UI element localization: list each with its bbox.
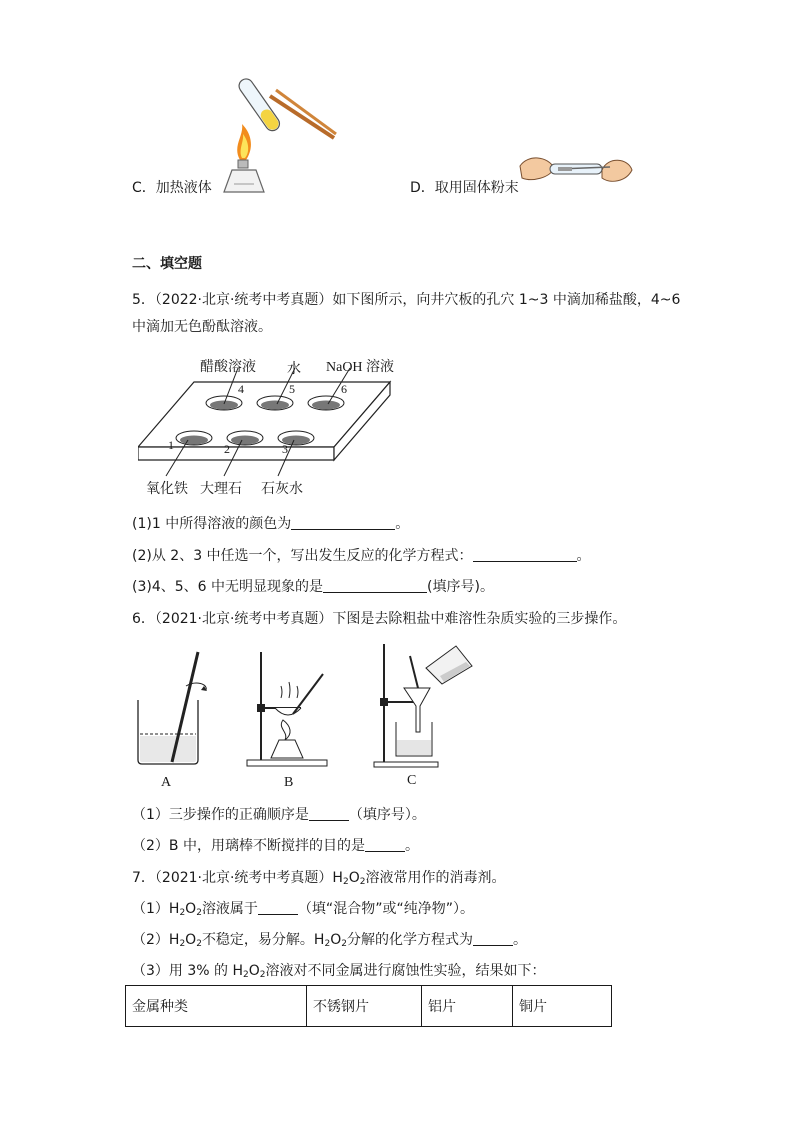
table-header-stainless: 不锈钢片 xyxy=(307,986,422,1027)
q5-stem-line2: 中滴加无色酚酞溶液。 xyxy=(132,319,272,335)
q6-stem: 6．（2021·北京·统考中考真题）下图是去除粗盐中难溶性杂质实验的三步操作。 xyxy=(132,611,627,627)
operation-b-illustration xyxy=(243,650,333,770)
well-number-4: 4 xyxy=(238,382,244,396)
well-number-3: 3 xyxy=(282,442,288,456)
well-number-1: 1 xyxy=(168,438,174,452)
answer-blank-q5-3[interactable] xyxy=(323,578,427,593)
q5-sub3: (3)4、5、6 中无明显现象的是 (填序号)。 xyxy=(132,579,494,595)
well-number-5: 5 xyxy=(289,382,295,396)
label-limewater: 石灰水 xyxy=(261,481,303,497)
label-iron-oxide: 氧化铁 xyxy=(146,481,188,497)
q5-sub1: (1)1 中所得溶液的颜色为 。 xyxy=(132,516,410,532)
well-plate-diagram xyxy=(138,352,398,502)
q6-sub2: （2）B 中，用璃棒不断搅拌的目的是 。 xyxy=(132,838,419,854)
table-header-aluminum: 铝片 xyxy=(422,986,513,1027)
q5-stem-line1: 5．（2022·北京·统考中考真题）如下图所示，向井穴板的孔穴 1~3 中滴加稀盐酸，4~6 xyxy=(132,292,681,308)
operation-c-illustration xyxy=(370,640,480,770)
q5-sub2: (2)从 2、3 中任选一个，写出发生反应的化学方程式： 。 xyxy=(132,548,591,564)
answer-blank-q6-2[interactable] xyxy=(365,837,405,852)
answer-blank-q5-1[interactable] xyxy=(291,515,395,530)
heating-liquid-illustration xyxy=(210,68,340,196)
answer-blank-q6-1[interactable] xyxy=(309,806,349,821)
label-naoh: NaOH 溶液 xyxy=(326,360,395,375)
taking-powder-illustration xyxy=(518,148,634,194)
q7-sub1: $(1)H_2O_2$溶液属于 （填“混合物”或“纯净物”）。 xyxy=(132,901,474,918)
metal-corrosion-table xyxy=(125,985,612,1027)
label-water: 水 xyxy=(287,361,301,377)
answer-blank-q7-1[interactable] xyxy=(258,900,298,915)
table-header-metal-type: 金属种类 xyxy=(126,986,307,1027)
table-header-copper: 铜片 xyxy=(513,986,612,1027)
section-title: 二、填空题 xyxy=(132,256,202,272)
option-c-label: C．加热液体 xyxy=(132,180,212,196)
q7-sub2: $(2)H_2O_2$不稳定，易分解。$H_2O_2$分解的化学方程式为 。 xyxy=(132,932,527,949)
operation-a-illustration xyxy=(132,650,212,768)
q6-sub1: （1）三步操作的正确顺序是 （填序号）。 xyxy=(132,807,426,823)
operation-b-label: B xyxy=(284,775,294,790)
well-number-2: 2 xyxy=(224,442,230,456)
label-acetic-acid: 醋酸溶液 xyxy=(200,359,256,375)
operation-c-label: C xyxy=(407,773,417,788)
answer-blank-q5-2[interactable] xyxy=(473,547,577,562)
q7-sub3: （3）用 3% 的 $H_2O_2$溶液对不同金属进行腐蚀性实验，结果如下： xyxy=(132,963,546,980)
well-number-6: 6 xyxy=(341,382,347,396)
label-marble: 大理石 xyxy=(200,481,242,497)
option-d-label: D．取用固体粉末 xyxy=(410,180,519,196)
table-row xyxy=(126,986,612,1027)
operation-a-label: A xyxy=(161,775,172,790)
q7-stem: 7．（2021·北京·统考中考真题）$H_2O_2$溶液常用作的消毒剂。 xyxy=(132,870,506,887)
answer-blank-q7-2[interactable] xyxy=(473,931,513,946)
